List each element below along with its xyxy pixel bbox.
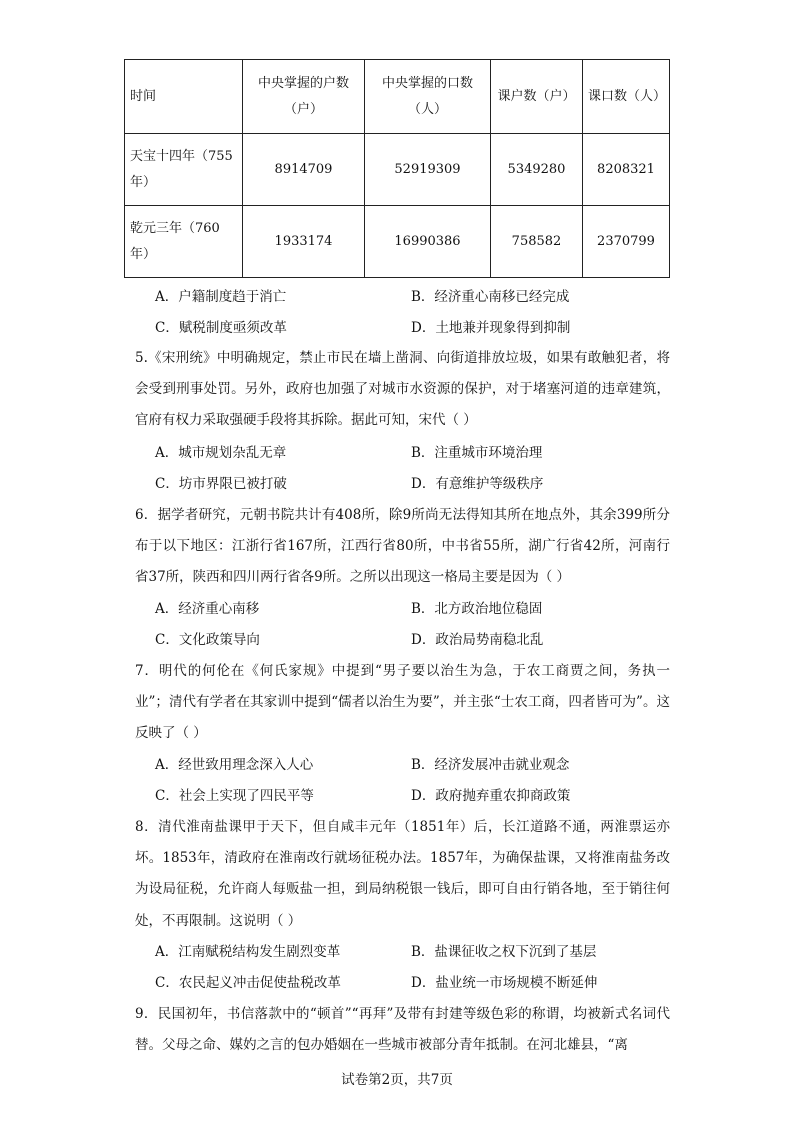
table-cell: 5349280 xyxy=(491,134,583,206)
table-row xyxy=(125,206,670,278)
q4-option-b[interactable]: B．经济重心南移已经完成 xyxy=(411,289,570,305)
q7-option-c[interactable]: C．社会上实现了四民平等 xyxy=(155,788,314,804)
question-9-stem: 9．民国初年，书信落款中的“顿首”“再拜”及带有封建等级色彩的称谓，均被新式名词代替。父母之命、媒妁之言的包办婚姻在一些城市被部分青年抵制。在河北雄县，“离 xyxy=(135,1006,670,1054)
population-table xyxy=(124,59,670,278)
q6-option-d[interactable]: D．政治局势南稳北乱 xyxy=(411,632,544,648)
q4-option-d[interactable]: D．土地兼并现象得到抑制 xyxy=(411,320,571,336)
q5-option-d[interactable]: D．有意维护等级秩序 xyxy=(411,476,544,492)
table-header-cell: 时间 xyxy=(125,60,243,134)
q7-option-a[interactable]: A．经世致用理念深入人心 xyxy=(155,757,314,773)
table-header-cell: 课口数（人） xyxy=(583,60,670,134)
q5-option-c[interactable]: C．坊市界限已被打破 xyxy=(155,476,287,492)
q8-option-b[interactable]: B．盐课征收之权下沉到了基层 xyxy=(411,944,597,960)
q8-option-d[interactable]: D．盐业统一市场规模不断延伸 xyxy=(411,975,598,991)
table-cell: 8914709 xyxy=(243,134,365,206)
table-header-cell: 课户数（户） xyxy=(491,60,583,134)
table-header-cell: 中央掌握的户数（户） xyxy=(243,60,365,134)
table-cell: 1933174 xyxy=(243,206,365,278)
table-cell: 8208321 xyxy=(583,134,670,206)
question-6-stem: 6．据学者研究，元朝书院共计有408所，除9所尚无法得知其所在地点外，其余399所分布于以下地区：江浙行省167所，江西行省80所，中书省55所，湖广行省42所，河南行省37所，陕西和四川两行省各9所。之所以出现这一格局主要是因为（ ） xyxy=(135,507,670,586)
q4-option-c[interactable]: C．赋税制度亟须改革 xyxy=(155,320,287,336)
q6-option-a[interactable]: A．经济重心南移 xyxy=(155,601,260,617)
table-cell: 2370799 xyxy=(583,206,670,278)
table-cell: 16990386 xyxy=(365,206,491,278)
table-row xyxy=(125,134,670,206)
table-header-row xyxy=(125,60,670,134)
q5-option-b[interactable]: B．注重城市环境治理 xyxy=(411,445,543,461)
q7-option-b[interactable]: B．经济发展冲击就业观念 xyxy=(411,757,570,773)
q5-option-a[interactable]: A．城市规划杂乱无章 xyxy=(155,445,287,461)
question-8-stem: 8．清代淮南盐课甲于天下，但自咸丰元年（1851年）后，长江道路不通，两淮票运亦坏。1853年，清政府在淮南改行就场征税办法。1857年，为确保盐课，又将淮南盐务改为设局征税，允许商人每贩盐一担，到局纳税银一钱后，即可自由行销各地，至于销往何处，不再限制。这说明（ ） xyxy=(135,819,670,929)
page-footer: 试卷第2页，共7页 xyxy=(341,1072,453,1088)
question-7-stem: 7．明代的何伦在《何氏家规》中提到“男子要以治生为急，于农工商贾之间，务执一业”；清代有学者在其家训中提到“儒者以治生为要”，并主张“士农工商，四者皆可为”。这反映了（ ） xyxy=(135,663,670,742)
table-cell: 52919309 xyxy=(365,134,491,206)
q8-option-c[interactable]: C．农民起义冲击促使盐税改革 xyxy=(155,975,341,991)
q6-option-c[interactable]: C．文化政策导向 xyxy=(155,632,260,648)
q7-option-d[interactable]: D．政府抛弃重农抑商政策 xyxy=(411,788,571,804)
table-cell: 758582 xyxy=(491,206,583,278)
q4-option-a[interactable]: A．户籍制度趋于消亡 xyxy=(155,289,287,305)
table-cell: 乾元三年（760年） xyxy=(125,206,243,278)
question-5-stem: 5.《宋刑统》中明确规定，禁止市民在墙上凿洞、向街道排放垃圾，如果有敢触犯者，将会受到刑事处罚。另外，政府也加强了对城市水资源的保护，对于堵塞河道的违章建筑，官府有权力采取强硬手段将其拆除。据此可知，宋代（ ） xyxy=(135,350,670,429)
q6-option-b[interactable]: B．北方政治地位稳固 xyxy=(411,601,543,617)
table-cell: 天宝十四年（755年） xyxy=(125,134,243,206)
table-header-cell: 中央掌握的口数（人） xyxy=(365,60,491,134)
q8-option-a[interactable]: A．江南赋税结构发生剧烈变革 xyxy=(155,944,341,960)
